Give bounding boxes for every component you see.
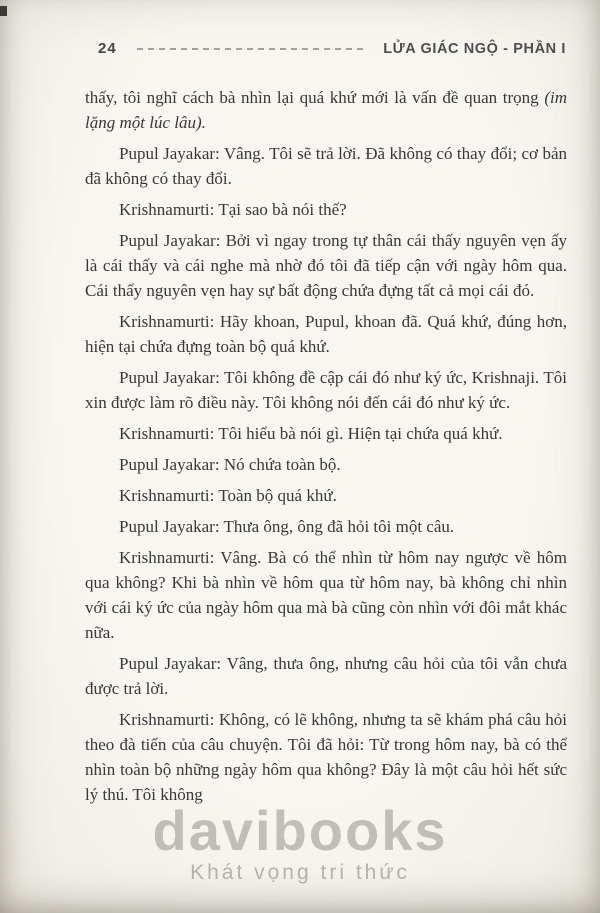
paragraph: [85, 651, 567, 701]
page-header: [98, 40, 566, 57]
scan-artifact: [0, 6, 7, 16]
watermark: [0, 799, 600, 885]
paragraph-text: Pupul Jayakar: Nó chứa toàn bộ.: [119, 455, 341, 474]
paragraph-text: Pupul Jayakar: Thưa ông, ông đã hỏi tôi một câu.: [119, 517, 455, 536]
paragraph-italic-text: (im lặng một lúc lâu).: [85, 88, 567, 132]
header-title: LỬA GIÁC NGỘ - PHẦN I: [383, 40, 566, 57]
paragraph-text: Krishnamurti: Không, có lẽ không, nhưng ta sẽ khám phá câu hỏi theo đà tiến của câu chuyện. Tôi đã hỏi: Từ trong hôm nay, bà có thể nhìn toàn bộ những ngày hôm qua không? Đây là một câu hỏi hết sức lý thú. Tôi không: [85, 710, 567, 804]
paragraph-text: Krishnamurti: Tại sao bà nói thế?: [119, 200, 347, 219]
paragraph-text: Krishnamurti: Hãy khoan, Pupul, khoan đã. Quá khứ, đúng hơn, hiện tại chứa đựng toàn bộ quá khứ.: [85, 312, 567, 356]
paragraph: [85, 197, 567, 222]
header-dash-rule: [137, 48, 366, 50]
paragraph-text: thấy, tôi nghĩ cách bà nhìn lại quá khứ mới là vấn đề quan trọng: [85, 88, 545, 107]
paragraph: [85, 421, 567, 446]
body-text: [85, 85, 567, 813]
paragraph-text: Krishnamurti: Toàn bộ quá khứ.: [119, 486, 337, 505]
watermark-tagline: Khát vọng tri thức: [190, 861, 410, 884]
paragraph-text: Pupul Jayakar: Vâng. Tôi sẽ trả lời. Đã không có thay đổi; cơ bản đã không có thay đổi.: [85, 144, 567, 188]
paragraph: [85, 514, 567, 539]
paragraph-text: Pupul Jayakar: Vâng, thưa ông, nhưng câu hỏi của tôi vẫn chưa được trả lời.: [85, 654, 567, 698]
page-number: 24: [98, 40, 117, 57]
paragraph-text: Krishnamurti: Vâng. Bà có thể nhìn từ hôm nay ngược về hôm qua không? Khi bà nhìn về hôm qua từ hôm nay, bà không chỉ nhìn với cái ký ức của ngày hôm qua mà bà cũng còn nhìn với đôi mắt khác nữa.: [85, 548, 567, 642]
paragraph: [85, 545, 567, 645]
paragraph-text: Pupul Jayakar: Bởi vì ngay trong tự thân cái thấy nguyên vẹn ấy là cái thấy và cái nghe mà nhờ đó tôi đã tiếp cận với ngày hôm qua. Cái thấy nguyên vẹn hay sự bất động chứa đựng tất cả mọi cái đó.: [85, 231, 567, 300]
paragraph: [85, 452, 567, 477]
paragraph: [85, 85, 567, 135]
watermark-title: davibooks: [152, 799, 448, 862]
paragraph: [85, 309, 567, 359]
paragraph: [85, 707, 567, 807]
paragraph-text: Krishnamurti: Tôi hiểu bà nói gì. Hiện tại chứa quá khứ.: [119, 424, 503, 443]
paragraph: [85, 228, 567, 303]
paragraph-text: Pupul Jayakar: Tôi không đề cập cái đó như ký ức, Krishnaji. Tôi xin được làm rõ điều này. Tôi không nói đến cái đó như ký ức.: [85, 368, 567, 412]
paragraph: [85, 141, 567, 191]
paragraph: [85, 365, 567, 415]
paragraph: [85, 483, 567, 508]
